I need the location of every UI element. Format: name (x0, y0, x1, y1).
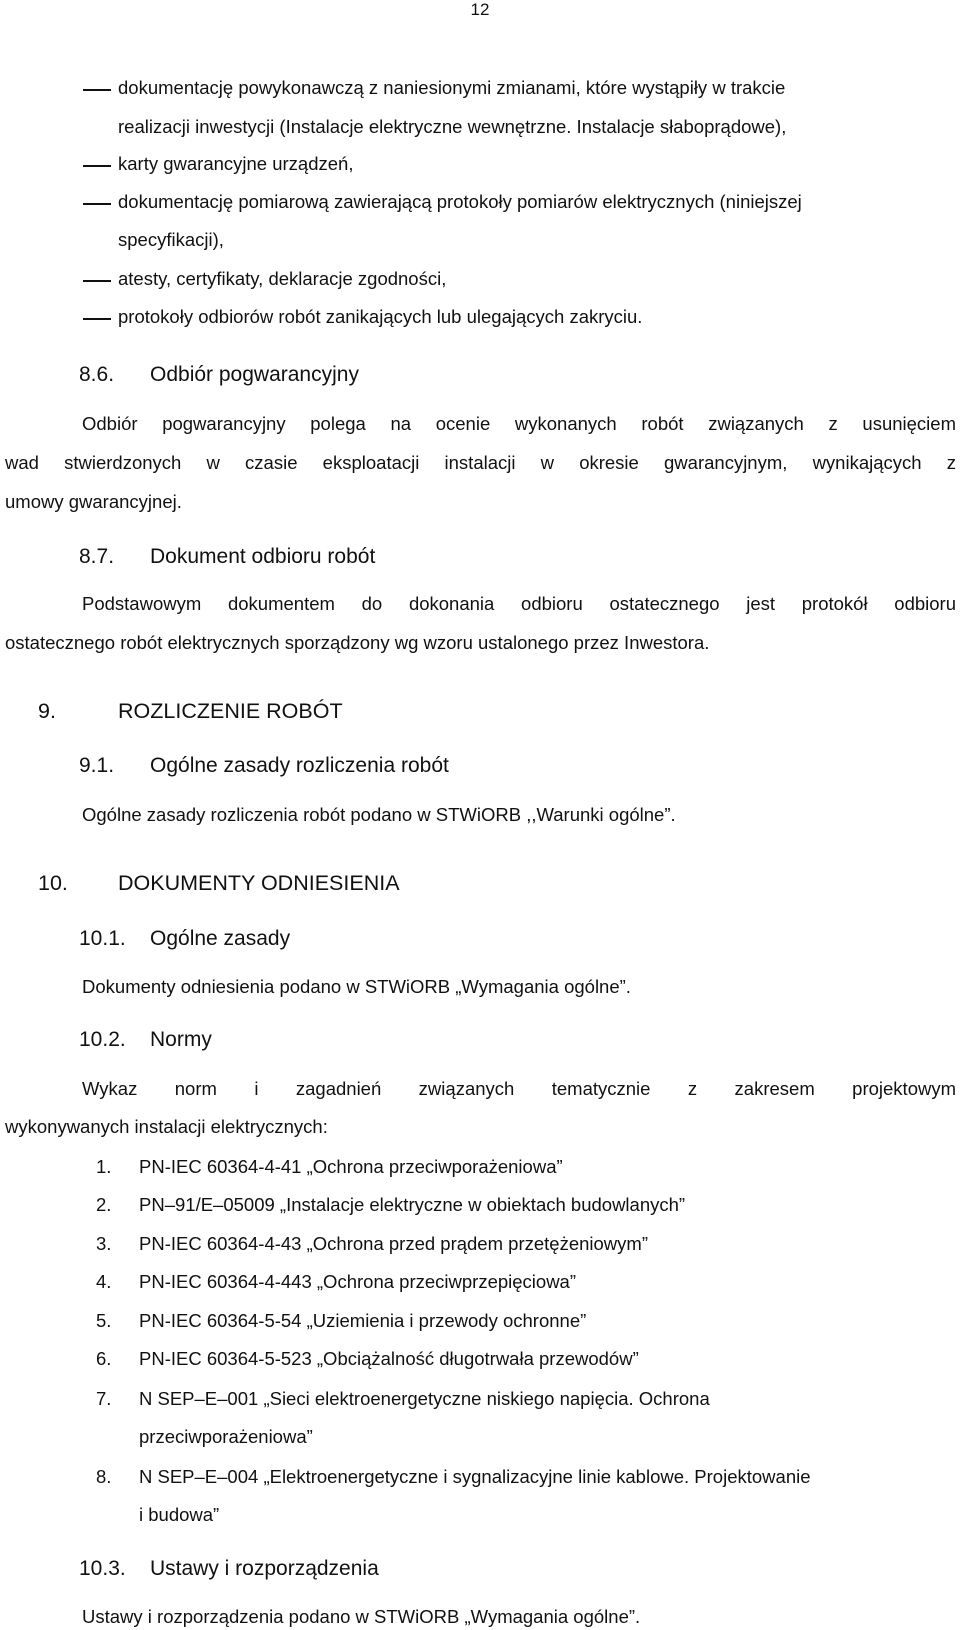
chapter-number: 9. (38, 699, 56, 723)
list-item-number: 3. (96, 1233, 112, 1254)
section-heading: Normy (150, 1028, 212, 1051)
chapter-number: 10. (38, 871, 68, 895)
section-heading: Ogólne zasady (150, 927, 291, 950)
list-item-text: PN–91/E–05009 „Instalacje elektryczne w obiektach budowlanych” (139, 1194, 686, 1215)
bullet-item-text: protokoły odbiorów robót zanikających lub ulegających zakryciu. (118, 306, 643, 327)
bullet-dash (83, 89, 111, 91)
list-item-text: przeciwporażeniowa” (139, 1426, 313, 1447)
list-item-text: PN-IEC 60364-4-41 „Ochrona przeciwporażeniowa” (139, 1156, 563, 1177)
bullet-dash (83, 203, 111, 205)
paragraph-line: Ustawy i rozporządzenia podano w STWiORB „Wymagania ogólne”. (82, 1606, 641, 1627)
paragraph-line: Dokumenty odniesienia podano w STWiORB „Wymagania ogólne”. (82, 976, 631, 997)
paragraph-line: Podstawowym dokumentem do dokonania odbioru ostatecznego jest protokół odbioru (82, 593, 956, 614)
section-heading: Ustawy i rozporządzenia (150, 1557, 379, 1580)
paragraph-line: wykonywanych instalacji elektrycznych: (5, 1116, 328, 1137)
list-item-text: N SEP–E–004 „Elektroenergetyczne i sygnalizacyjne linie kablowe. Projektowanie (139, 1466, 811, 1487)
section-number: 10.3. (79, 1557, 126, 1580)
section-number: 10.2. (79, 1028, 126, 1051)
list-item-text: PN-IEC 60364-5-54 „Uziemienia i przewody ochronne” (139, 1310, 587, 1331)
section-number: 8.7. (79, 545, 115, 568)
section-number: 10.1. (79, 927, 126, 950)
paragraph-line: wad stwierdzonych w czasie eksploatacji instalacji w okresie gwarancyjnym, wynikających z (5, 452, 956, 473)
paragraph-line: ostatecznego robót elektrycznych sporządzony wg wzoru ustalonego przez Inwestora. (5, 632, 710, 653)
section-heading: Odbiór pogwarancyjny (150, 363, 359, 386)
section-heading: Ogólne zasady rozliczenia robót (150, 754, 449, 777)
bullet-dash (83, 280, 111, 282)
paragraph-line: Wykaz norm i zagadnień związanych tematycznie z zakresem projektowym (82, 1078, 956, 1099)
paragraph-line: Ogólne zasady rozliczenia robót podano w STWiORB ,,Warunki ogólne”. (82, 804, 676, 825)
paragraph-line: umowy gwarancyjnej. (5, 491, 182, 512)
chapter-heading: DOKUMENTY ODNIESIENIA (118, 871, 400, 895)
bullet-item-text: dokumentację pomiarową zawierającą protokoły pomiarów elektrycznych (niniejszej (118, 191, 802, 212)
list-item-number: 2. (96, 1194, 112, 1215)
list-item-number: 7. (96, 1388, 112, 1409)
section-heading: Dokument odbioru robót (150, 545, 376, 568)
paragraph-line: Odbiór pogwarancyjny polega na ocenie wykonanych robót związanych z usunięciem (82, 413, 956, 434)
chapter-heading: ROZLICZENIE ROBÓT (118, 699, 343, 723)
list-item-number: 6. (96, 1348, 112, 1369)
list-item-number: 1. (96, 1156, 112, 1177)
bullet-item-text: dokumentację powykonawczą z naniesionymi zmianami, które wystąpiły w trakcie (118, 77, 786, 98)
list-item-text: PN-IEC 60364-4-43 „Ochrona przed prądem przetężeniowym” (139, 1233, 648, 1254)
list-item-text: PN-IEC 60364-4-443 „Ochrona przeciwprzepięciowa” (139, 1271, 576, 1292)
page-number: 12 (470, 0, 490, 19)
bullet-item-text: realizacji inwestycji (Instalacje elektryczne wewnętrzne. Instalacje słaboprądowe), (118, 116, 787, 137)
bullet-dash (83, 318, 111, 320)
bullet-item-text: specyfikacji), (118, 229, 224, 250)
bullet-dash (83, 165, 111, 167)
section-number: 9.1. (79, 754, 115, 777)
bullet-item-text: karty gwarancyjne urządzeń, (118, 153, 354, 174)
list-item-number: 5. (96, 1310, 112, 1331)
section-number: 8.6. (79, 363, 115, 386)
list-item-number: 4. (96, 1271, 112, 1292)
list-item-text: i budowa” (139, 1504, 220, 1525)
list-item-text: N SEP–E–001 „Sieci elektroenergetyczne niskiego napięcia. Ochrona (139, 1388, 710, 1409)
list-item-number: 8. (96, 1466, 112, 1487)
bullet-item-text: atesty, certyfikaty, deklaracje zgodności, (118, 268, 447, 289)
list-item-text: PN-IEC 60364-5-523 „Obciążalność długotrwała przewodów” (139, 1348, 639, 1369)
